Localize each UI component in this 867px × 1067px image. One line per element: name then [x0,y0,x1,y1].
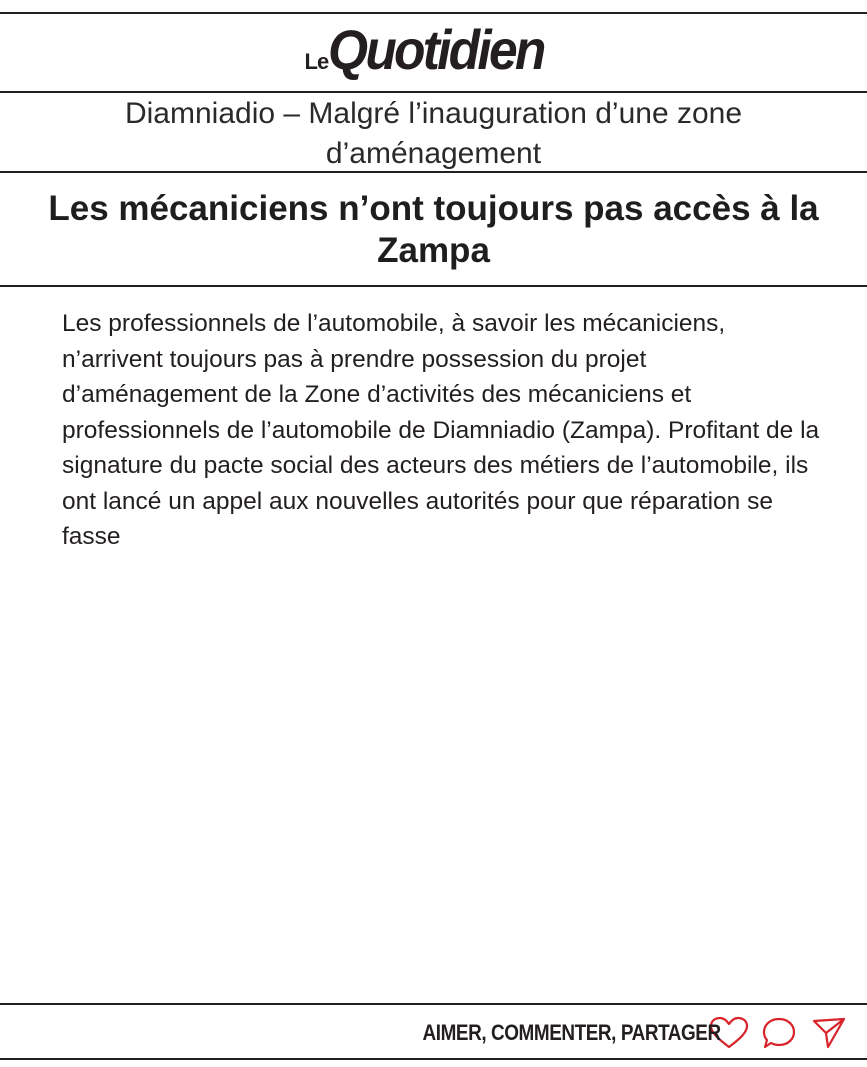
article-headline: Les mécaniciens n’ont toujours pas accès à la Zampa [48,189,819,270]
article-lede: Les professionnels de l’automobile, à savoir les mécaniciens, n’arrivent toujours pas à prendre possession du projet d’aménagement de la Zone d’activités des mécaniciens et professionnels de l’automobile de Diamniadio (Zampa). Profitant de la signature du pacte social des acteurs des métiers de l’automobile, ils ont lancé un appel aux nouvelles autorités pour que réparation se fasse [62,310,820,550]
logo-name: Quotidien [328,18,544,81]
kicker-divider [0,171,867,173]
footer-top-rule [0,1003,867,1005]
masthead-logo [0,18,867,81]
headline-divider [0,285,867,287]
comment-icon[interactable] [759,1015,799,1051]
social-actions-bar [374,1006,849,1060]
social-cta-label: AIMER, COMMENTER, PARTAGER [422,1020,721,1045]
logo-prefix: Le [304,49,329,74]
article-kicker: Diamniadio – Malgré l’inauguration d’une zone d’aménagement [124,97,743,170]
share-icon[interactable] [809,1015,849,1051]
masthead-divider [0,91,867,93]
bottom-rule [0,1058,867,1060]
top-rule [0,12,867,14]
